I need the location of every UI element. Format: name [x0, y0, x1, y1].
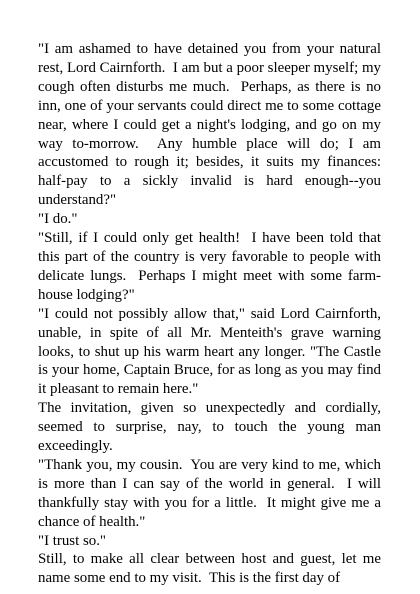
- paragraph-4: "I could not possibly allow that," said Lord Cairnforth, unable, in spite of all Mr. Menteith's grave warning looks, to shut up his warm heart any longer. "The Castle is your home, Captain Bruce, for as long as you may find it pleasant to remain here.": [38, 305, 385, 398]
- paragraph-3: "Still, if I could only get health! I have been told that this part of the country is very favorable to people with delicate lungs. Perhaps I might meet with some farm-house lodging?": [38, 230, 385, 303]
- paragraph-8: Still, to make all clear between host and guest, let me name some end to my visit. This is the first day of: [38, 551, 385, 587]
- paragraph-7: "I trust so.": [38, 532, 106, 549]
- paragraph-1: "I am ashamed to have detained you from your natural rest, Lord Cairnforth. I am but a poor sleeper myself; my cough often disturbs me much. Perhaps, as there is no inn, one of your servants could direct me to some cottage near, where I could get a night's lodging, and go on my way to-morrow. Any humble place will do; I am accustomed to rough it; besides, it suits my finances: half-pay to a sickly invalid is hard enough--you understand?": [38, 41, 385, 209]
- paragraph-5: The invitation, given so unexpectedly and cordially, seemed to surprise, nay, to touch the young man exceedingly.: [38, 400, 385, 455]
- document-page: [38, 40, 385, 588]
- paragraph-2: "I do.": [38, 211, 78, 228]
- paragraph-6: "Thank you, my cousin. You are very kind to me, which is more than I can say of the world in general. I will thankfully stay with you for a little. It might give me a chance of health.": [38, 456, 385, 530]
